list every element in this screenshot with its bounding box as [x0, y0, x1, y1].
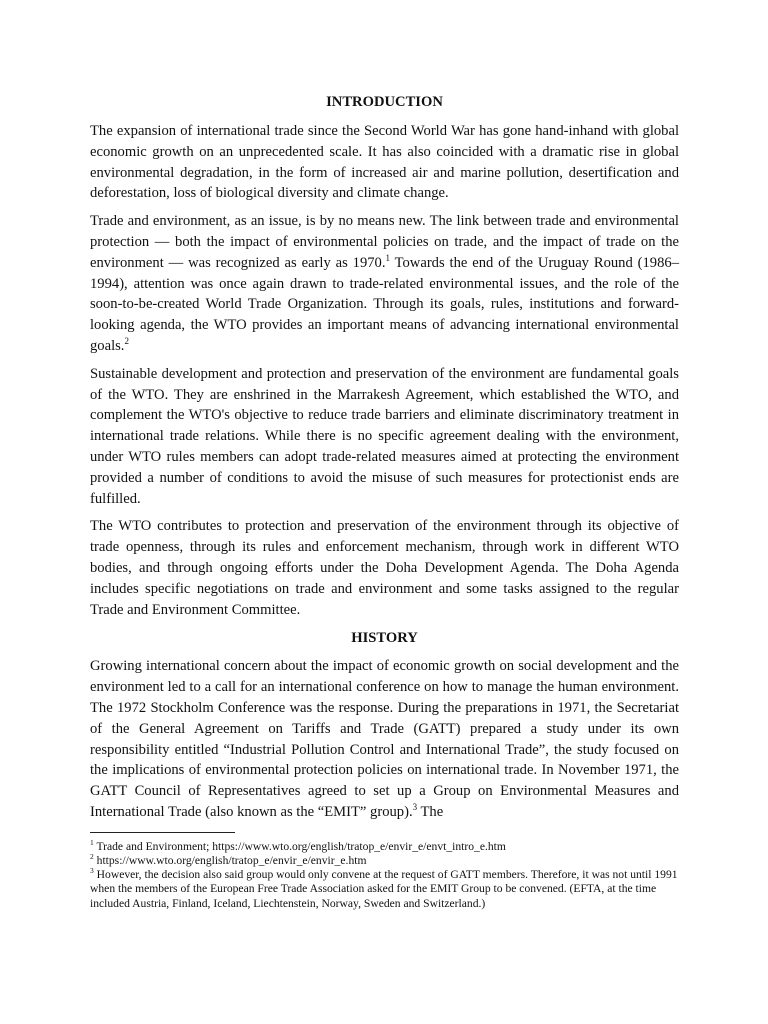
footnote-2-number: 2 [90, 852, 94, 862]
footnote-ref-1: 1 [385, 252, 390, 263]
history-paragraph-1 [90, 656, 679, 822]
history-heading: HISTORY [351, 630, 418, 647]
footnote-separator [90, 832, 235, 833]
history-paragraph-1-text-b: The [417, 803, 444, 820]
footnote-2-text: https://www.wto.org/english/tratop_e/envir_e/envir_e.htm [93, 853, 367, 867]
intro-paragraph-3: Sustainable development and protection and preservation of the environment are fundamental goals of the WTO. They are enshrined in the Marrakesh Agreement, which established the WTO, and complement the WTO's objective to reduce trade barriers and eliminate discriminatory treatment in international trade relations. While there is no specific agreement dealing with the environment, under WTO rules members can adopt trade-related measures aimed at protecting the environment provided a number of conditions to avoid the misuse of such measures for protectionist ends are fulfilled. [90, 365, 679, 507]
footnote-ref-2: 2 [124, 336, 129, 347]
history-paragraph-1-text-a: Growing international concern about the impact of economic growth on social development and the environment led to a call for an international conference on how to manage the human environment. The 1972 Stockholm Conference was the response. During the preparations in 1971, the Secretariat of the General Agreement on Tariffs and Trade (GATT) prepared a study under its own responsibility entitled “Industrial Pollution Control and International Trade”, the study focused on the implications of environmental protection policies on international trade. In November 1971, the GATT Council of Representatives agreed to set up a Group on Environmental Measures and International Trade (also known as the “EMIT” group). [90, 658, 679, 820]
footnote-3-number: 3 [90, 866, 94, 876]
footnote-3-text: However, the decision also said group would only convene at the request of GATT members. Therefore, it was not until 1991 when the members of the European Free Trade Association asked for the EMIT Group to be convened. (EFTA, at the time included Austria, Finland, Iceland, Liechtenstein, Norway, Sweden and Switzerland.) [90, 868, 678, 910]
footnote-3 [90, 868, 679, 911]
footnote-1-text: Trade and Environment; https://www.wto.org/english/tratop_e/envir_e/envt_intro_e.htm [93, 839, 506, 853]
footnote-1-number: 1 [90, 837, 94, 847]
intro-paragraph-4: The WTO contributes to protection and preservation of the environment through its objective of trade openness, through its rules and enforcement mechanism, through work in different WTO bodies, and through ongoing efforts under the Doha Development Agenda. The Doha Agenda includes specific negotiations on trade and environment and some tasks assigned to the regular Trade and Environment Committee. [90, 518, 679, 618]
intro-paragraph-1: The expansion of international trade since the Second World War has gone hand-inhand with global economic growth on an unprecedented scale. It has also coincided with a dramatic rise in global environmental degradation, in the form of increased air and marine pollution, desertification and deforestation, loss of biological diversity and climate change. [90, 123, 679, 202]
intro-paragraph-2 [90, 211, 679, 357]
footnote-ref-3: 3 [412, 802, 418, 813]
introduction-heading: INTRODUCTION [326, 94, 443, 110]
footnote-1 [90, 837, 679, 854]
intro-paragraph-2-text-a: Trade and environment, as an issue, is by no means new. The link between trade and environmental protection — both the impact of environmental policies on trade, and the impact of trade on the environment — was recognized as early as 1970. [90, 213, 679, 271]
footnote-2 [90, 854, 679, 868]
intro-paragraph-2-text-b: Towards the end of the Uruguay Round (1986–1994), attention was once again drawn to trade-related environmental issues, and the role of the soon-to-be-created World Trade Organization. Through its goals, rules, institutions and forward-looking agenda, the WTO provides an important means of advancing international environmental goals. [90, 254, 679, 354]
